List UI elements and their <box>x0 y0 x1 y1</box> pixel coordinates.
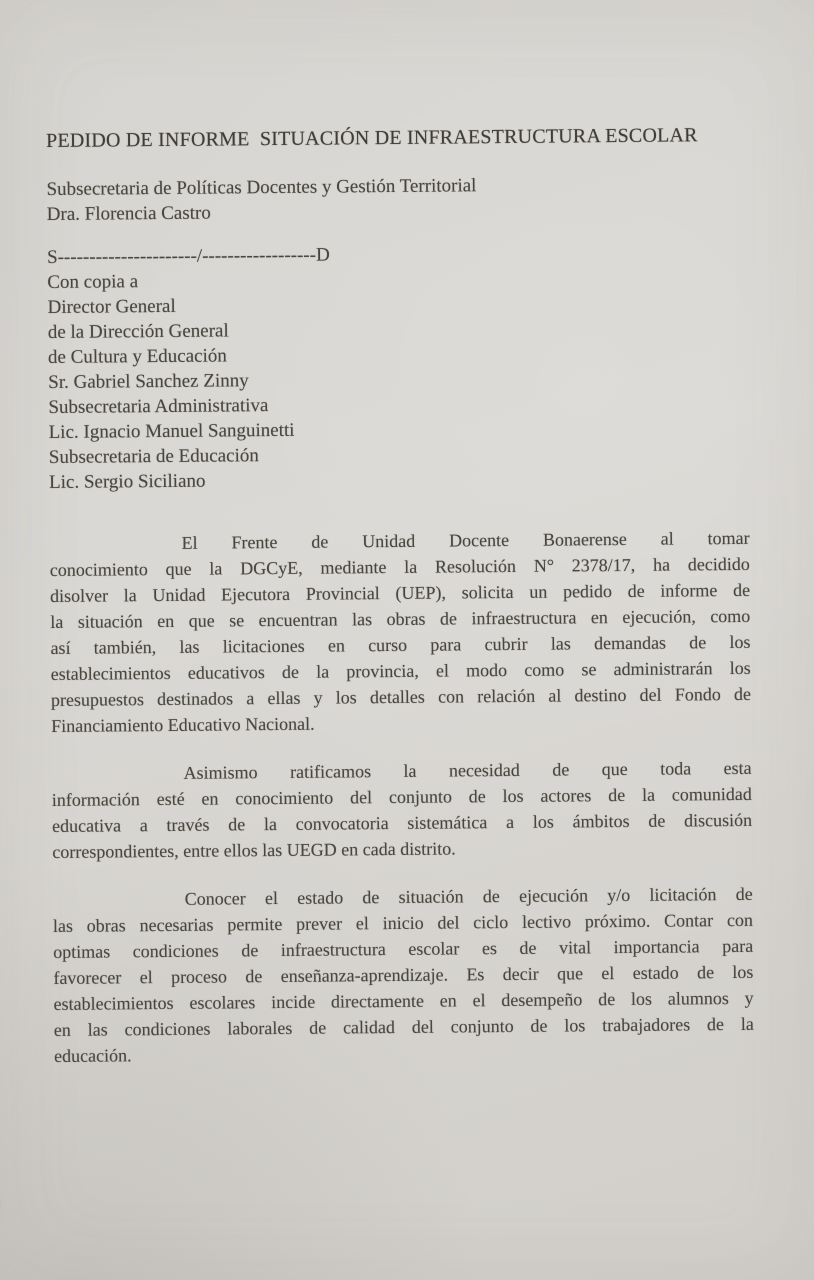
text-line: establecimientos escolares incide directamente en el desempeño de los alumnos y <box>53 987 754 1014</box>
text-line: disolver la Unidad Ejecutora Provincial (UEP), solicita un pedido de informe de <box>49 579 751 606</box>
body-paragraph-1 <box>49 525 751 739</box>
text-line: Dra. Florencia Castro <box>46 202 211 225</box>
text-line: la situación en que se encuentran las obras de infraestructura en ejecución, como <box>50 605 751 632</box>
cc-block <box>47 264 749 495</box>
text-line: Conocer el estado de situación de ejecución y/o licitación de <box>184 883 753 909</box>
text-line: conocimiento que la DGCyE, mediante la Resolución N° 2378/17, ha decidido <box>49 553 750 580</box>
text-line: educación. <box>53 1045 132 1066</box>
text-line: información esté en conocimiento del conjunto de los actores de la comunidad <box>51 783 752 810</box>
body-paragraph-3 <box>53 881 755 1069</box>
text-line: en las condiciones laborales de calidad del conjunto de los trabajadores de la <box>53 1013 754 1040</box>
document-title: PEDIDO DE INFORME SITUACIÓN DE INFRAESTRUCTURA ESCOLAR <box>46 124 698 152</box>
salutation-line: S----------------------/------------------D <box>47 244 330 268</box>
text-line: establecimientos educativos de la provincia, el modo como se administrarán los <box>50 657 751 684</box>
text-line: Sr. Gabriel Sanchez Zinny <box>48 370 249 393</box>
text-line: educativa a través de la convocatoria sistemática a los ámbitos de discusión <box>51 809 753 836</box>
bleed-through-text <box>0 1174 2 1259</box>
text-line: presupuestos destinados a ellas y los detalles con relación al destino del Fondo de <box>50 683 752 710</box>
text-line: Con copia a <box>47 271 139 293</box>
text-line: Director General <box>47 295 176 318</box>
addressee-block <box>46 171 746 227</box>
text-line: correspondientes, entre ellos las UEGD en cada distrito. <box>52 838 456 862</box>
text-line: optimas condiciones de infraestructura escolar es de vital importancia para <box>53 935 754 962</box>
text-line: Subsecretaria de Educación <box>48 445 259 468</box>
text-line: así también, las licitaciones en curso para cubrir las demandas de los <box>50 631 751 658</box>
body-paragraph-2 <box>52 755 753 865</box>
text-line: Financiamiento Educativo Nacional. <box>51 713 315 736</box>
document-content <box>46 124 754 1069</box>
text-line: Subsecretaria de Políticas Docentes y Gestión Territorial <box>46 175 477 200</box>
text-line: las obras necesarias permite prever el inicio del ciclo lectivo próximo. Contar con <box>52 909 754 936</box>
text-line <box>0 1174 2 1217</box>
text-line: de Cultura y Educación <box>47 345 227 368</box>
text-line: favorecer el proceso de enseñanza-aprendizaje. Es decir que el estado de los <box>53 961 754 988</box>
text-line: Subsecretaria Administrativa <box>48 395 269 418</box>
text-line: de la Dirección General <box>47 320 229 343</box>
text-line: Lic. Sergio Siciliano <box>48 470 206 493</box>
text-line: Asimismo ratificamos la necesidad de que toda esta <box>183 757 752 783</box>
text-line: El Frente de Unidad Docente Bonaerense al tomar <box>181 527 750 553</box>
text-line: Lic. Ignacio Manuel Sanguinetti <box>48 419 295 443</box>
